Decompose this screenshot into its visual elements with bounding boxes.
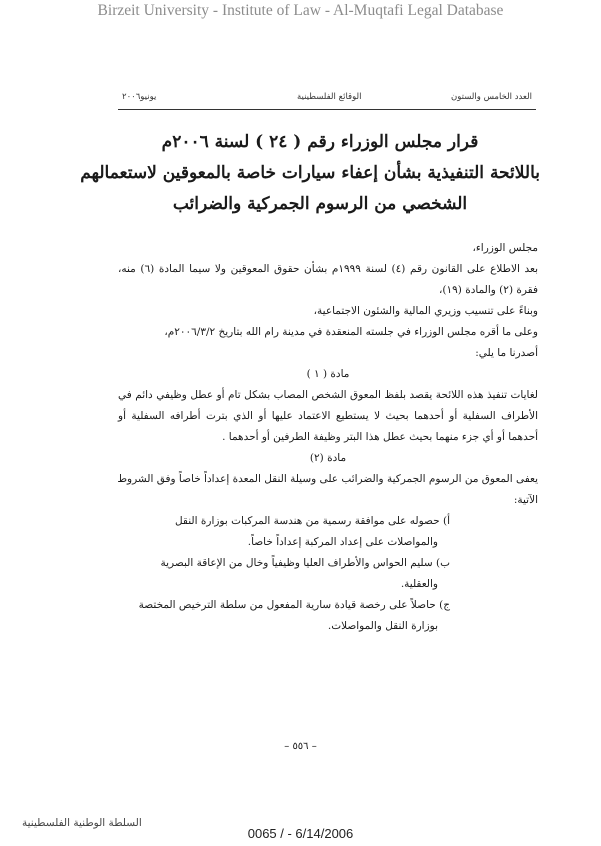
- footer-reference: 0065 / - 6/14/2006: [247, 826, 354, 841]
- article-1-line-2: الأطراف السفلية أو أحدهما بحيث لا يستطيع الاعتماد عليها أو الذي بترت أطرافه السفلية أو: [118, 410, 538, 422]
- footer-authority: السلطة الوطنية الفلسطينية: [22, 817, 142, 829]
- decision-title: [80, 128, 540, 221]
- article-1-heading: مادة ( ١ ): [306, 368, 350, 380]
- title-line-3: الشخصي من الرسوم الجمركية والضرائب: [172, 194, 468, 214]
- issued-line: أصدرنا ما يلي:: [475, 347, 538, 359]
- header-date: يونيو٢٠٠٦: [122, 92, 157, 102]
- article-2-line-1: يعفى المعوق من الرسوم الجمركية والضرائب على وسيلة النقل المعدة إعداداً خاصاً وفق الشروط: [117, 473, 538, 485]
- condition-a-line-1: أ) حصوله على موافقة رسمية من هندسة المركبات بوزارة النقل: [174, 515, 450, 527]
- condition-b-line-2: والعقلية.: [400, 578, 438, 590]
- article-1-line-3: أحدهما أو أي جزء منهما بحيث عطل هذا البتر وظيفة الطرفين أو أحدهما .: [222, 431, 538, 443]
- article-1-line-1: لغايات تنفيذ هذه اللائحة يقصد بلفظ المعوق الشخص المصاب بشكل تام أو عطل وظيفي دائم في: [118, 389, 538, 401]
- preamble-law-cont: فقرة (٢) والمادة (١٩)،: [439, 284, 538, 296]
- title-line-2: باللائحة التنفيذية بشأن إعفاء سيارات خاصة بالمعوقين لاستعمالهم: [80, 163, 540, 183]
- condition-a-line-2: والمواصلات على إعداد المركبة إعداداً خاصاً.: [247, 536, 438, 548]
- condition-c-line-2: بوزارة النقل والمواصلات.: [327, 620, 438, 632]
- condition-c-line-1: ج) حاصلاً على رخصة قيادة سارية المفعول من سلطة الترخيص المختصة: [138, 599, 450, 611]
- council-line: مجلس الوزراء،: [472, 242, 538, 254]
- database-watermark: Birzeit University - Institute of Law - Al-Muqtafi Legal Database: [97, 2, 504, 19]
- condition-b-line-1: ب) سليم الحواس والأطراف العليا وظيفياً وخال من الإعاقة البصرية: [160, 557, 450, 569]
- header-issue: العدد الخامس والستون: [451, 92, 532, 102]
- document-body: [118, 238, 538, 637]
- preamble-approval: وعلى ما أقره مجلس الوزراء في جلسته المنعقدة في مدينة رام الله بتاريخ ٢٠٠٦/٣/٢م،: [164, 326, 538, 338]
- preamble-law-line: بعد الاطلاع على القانون رقم (٤) لسنة ١٩٩٩م بشأن حقوق المعوقين ولا سيما المادة (٦) منه،: [118, 263, 539, 275]
- article-2-line-2: الآتية:: [513, 494, 538, 506]
- preamble-nomination: وبناءً على تنسيب وزيري المالية والشئون الاجتماعية،: [313, 305, 538, 317]
- title-line-1: قرار مجلس الوزراء رقم ( ٢٤ ) لسنة ٢٠٠٦م: [161, 132, 479, 152]
- header-journal: الوقائع الفلسطينية: [297, 92, 362, 102]
- running-header: [122, 92, 532, 108]
- article-2-heading: مادة (٢): [309, 452, 347, 464]
- page-number: – ٥٥٦ –: [284, 741, 317, 752]
- header-divider: [118, 109, 536, 110]
